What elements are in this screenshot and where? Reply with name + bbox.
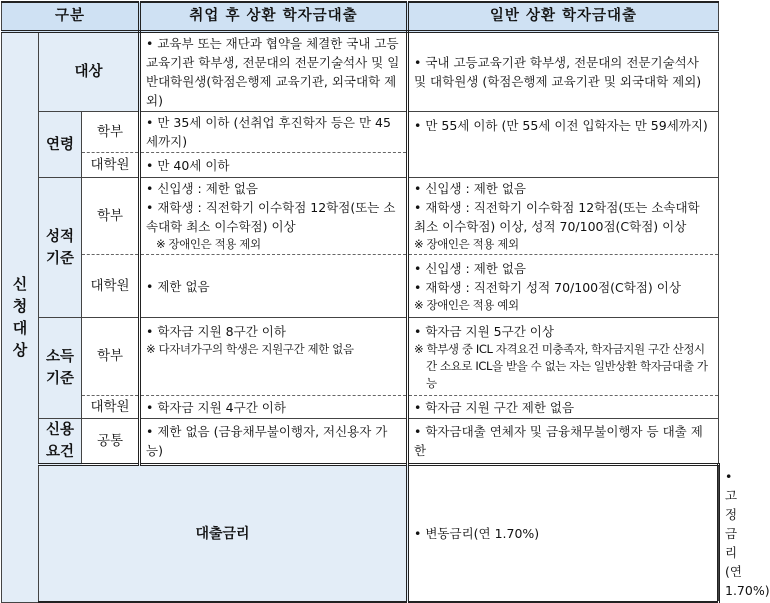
income-general-bracket: • 학자금 지원 5구간 이상 [414, 324, 554, 339]
label-income-1: 소득 [45, 349, 74, 365]
grade-undergrad-label: 학부 [82, 178, 140, 255]
age-employ-undergrad: • 만 35세 이하 (선취업 후진학자 등은 만 45세까지) [140, 112, 408, 153]
loan-comparison-table [1, 1, 770, 603]
rate-employ: • 변동금리(연 1.70%) [408, 465, 719, 603]
income-employ-undergrad [140, 318, 408, 396]
grade-employ-enrolled: • 재학생 : 직전학기 이수학점 12학점(또는 소속대학 최소 이수학점) 이상 [146, 200, 396, 234]
label-age: 연령 [39, 112, 82, 178]
label-grade-1: 성적 [45, 228, 74, 245]
group-label-char: 신 [12, 275, 28, 294]
grade-general-grad-freshman: • 신입생 : 제한 없음 [414, 260, 527, 276]
row-income-undergrad [2, 318, 719, 396]
income-general-note: ※ 학부생 중 ICL 자격요건 미충족자, 학자금지원 구간 산정시간 소요로 ICL을 받을 수 없는 자는 일반상환 학자금대출 가능 [414, 342, 708, 390]
label-target: 대상 [39, 32, 140, 112]
group-label-applicant [2, 32, 39, 603]
income-employ-grad: • 학자금 지원 4구간 이하 [140, 396, 408, 419]
grade-general-grad-enrolled: • 재학생 : 직전학기 성적 70/100점(C학점) 이상 [414, 279, 681, 295]
grade-general-grad-note: ※ 장애인은 적용 예외 [414, 297, 519, 312]
grade-general-freshman: • 신입생 : 제한 없음 [414, 181, 527, 196]
row-grade-grad [2, 255, 719, 318]
row-credit [2, 419, 719, 465]
grade-general-grad [408, 255, 719, 318]
grade-general-undergrad [408, 178, 719, 255]
credit-general: • 학자금대출 연체자 및 금융채무불이행자 등 대출 제한 [408, 419, 719, 465]
income-general-grad: • 학자금 지원 구간 제한 없음 [408, 396, 719, 419]
income-employ-note: ※ 다자녀가구의 학생은 지원구간 제한 없음 [146, 342, 354, 356]
label-income-2: 기준 [45, 371, 74, 387]
row-target [2, 32, 719, 112]
credit-common-label: 공통 [82, 419, 140, 465]
header-general-loan: 일반 상환 학자금대출 [408, 2, 719, 32]
grade-grad-label: 대학원 [82, 255, 140, 318]
age-general: • 만 55세 이하 (만 55세 이전 입학자는 만 59세까지) [408, 112, 719, 178]
income-general-undergrad [408, 318, 719, 396]
age-employ-grad: • 만 40세 이하 [140, 153, 408, 178]
row-rate: 대출금리 • 변동금리(연 1.70%) • 고정금리(연 1.70%) [2, 465, 719, 603]
row-income-grad [2, 396, 719, 419]
target-general: • 국내 고등교육기관 학부생, 전문대의 전문기술석사 및 대학원생 (학점은행제 교육기관 및 외국대학 제외) [408, 32, 719, 112]
age-grad-label: 대학원 [82, 153, 140, 178]
grade-employ-note: ※ 장애인은 적용 제외 [156, 237, 261, 251]
credit-employ: • 제한 없음 (금융채무불이행자, 저신용자 가능) [140, 419, 408, 465]
label-income [39, 318, 82, 419]
header-row [2, 2, 719, 32]
label-rate: 대출금리 [39, 465, 408, 603]
label-grade [39, 178, 82, 318]
label-credit-2: 요건 [45, 444, 74, 460]
row-age-undergrad [2, 112, 719, 153]
income-employ-bracket: • 학자금 지원 8구간 이하 [146, 324, 286, 339]
label-grade-2: 기준 [45, 250, 74, 267]
label-credit [39, 419, 82, 465]
age-undergrad-label: 학부 [82, 112, 140, 153]
grade-general-enrolled: • 재학생 : 직전학기 이수학점 12학점(또는 소속대학 최소 이수학점) 이상, 성적 70/100점(C학점) 이상 [414, 200, 700, 234]
group-label-char: 청 [12, 297, 28, 316]
grade-general-note: ※ 장애인은 적용 제외 [414, 237, 519, 251]
grade-employ-undergrad [140, 178, 408, 255]
row-grade-undergrad [2, 178, 719, 255]
income-undergrad-label: 학부 [82, 318, 140, 396]
label-credit-1: 신용 [45, 422, 74, 438]
group-label-char: 대 [12, 319, 28, 338]
grade-employ-grad: • 제한 없음 [140, 255, 408, 318]
group-label-char: 상 [12, 341, 28, 360]
target-employ: • 교육부 또는 재단과 협약을 체결한 국내 고등교육기관 학부생, 전문대의 전문기술석사 및 일반대학원생(학점은행제 교육기관, 외국대학 제외) [140, 32, 408, 112]
grade-employ-freshman: • 신입생 : 제한 없음 [146, 181, 259, 196]
header-category: 구분 [2, 2, 140, 32]
income-grad-label: 대학원 [82, 396, 140, 419]
header-employment-loan: 취업 후 상환 학자금대출 [140, 2, 408, 32]
